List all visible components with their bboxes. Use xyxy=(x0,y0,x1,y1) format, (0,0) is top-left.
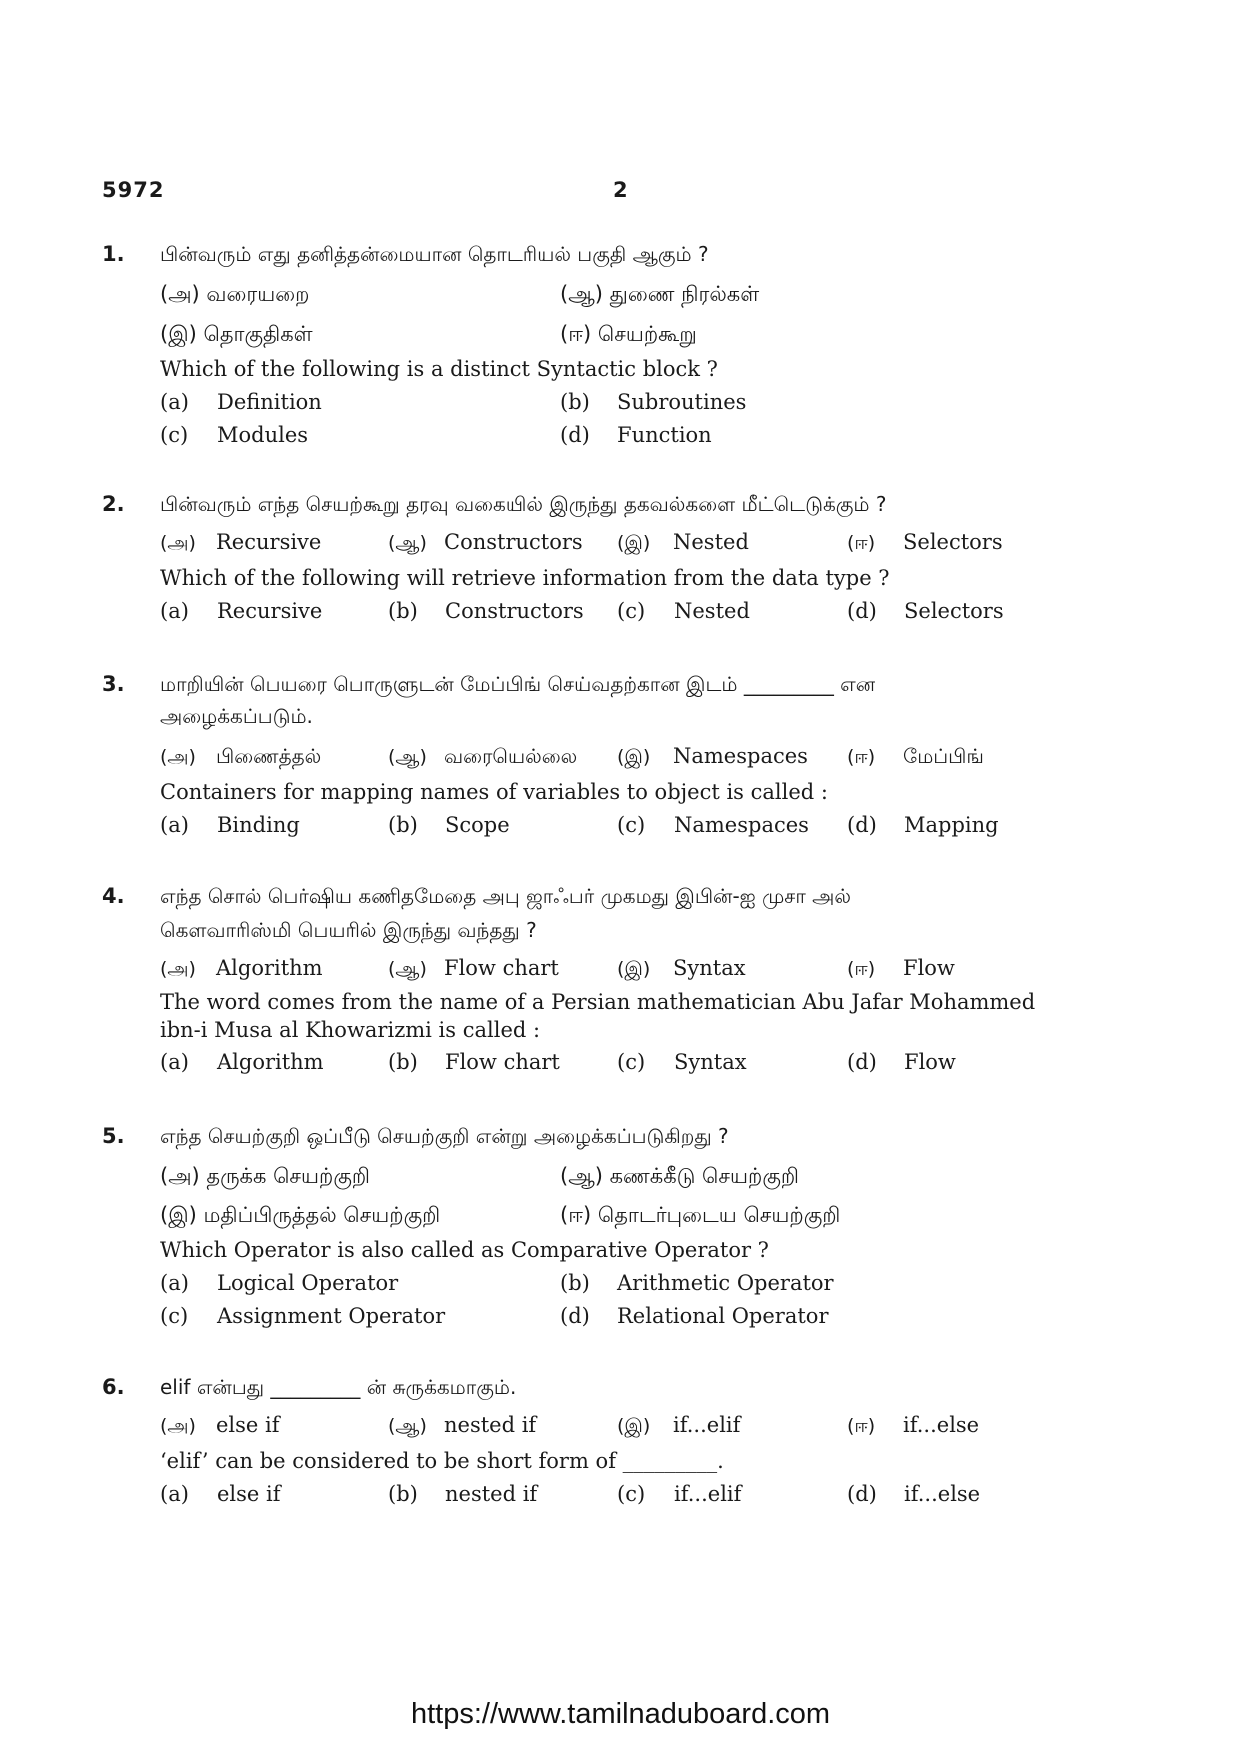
option-c xyxy=(160,421,308,449)
option-label: (a) xyxy=(160,1271,189,1295)
tamil-option-c: (இ) தொகுதிகள் xyxy=(160,322,313,346)
option-text: else if xyxy=(217,1482,281,1506)
tamil-option-c xyxy=(617,1411,740,1440)
question-tamil: எந்த செயற்குறி ஒப்பீடு செயற்குறி என்று அழைக்கப்படுகிறது ? xyxy=(160,1124,729,1148)
option-label: (ஈ) xyxy=(847,958,876,980)
option-b xyxy=(388,1048,560,1076)
tamil-option-b xyxy=(388,1411,536,1440)
tamil-option-d: (ஈ) தொடர்புடைய செயற்குறி xyxy=(560,1203,841,1227)
question-english-cont: ibn-i Musa al Khowarizmi is called : xyxy=(160,1018,541,1042)
option-text: Flow xyxy=(904,1050,956,1074)
option-text: Flow chart xyxy=(444,956,559,980)
tamil-option-b: (ஆ) துணை நிரல்கள் xyxy=(560,282,760,306)
option-text: Assignment Operator xyxy=(217,1304,446,1328)
option-text: Flow chart xyxy=(445,1050,560,1074)
option-a xyxy=(160,1048,324,1076)
option-text: Constructors xyxy=(444,530,583,554)
tamil-option-c xyxy=(617,742,808,771)
question-tamil: பின்வரும் எது தனித்தன்மையான தொடரியல் பகுதி ஆகும் ? xyxy=(160,242,709,266)
option-label: (b) xyxy=(388,1482,418,1506)
option-text: Recursive xyxy=(217,599,323,623)
option-label: (d) xyxy=(847,599,877,623)
option-label: (ஆ) xyxy=(388,1415,427,1437)
option-text: Algorithm xyxy=(217,1050,324,1074)
option-text: Selectors xyxy=(903,530,1003,554)
option-d xyxy=(847,811,999,839)
option-label: (a) xyxy=(160,1050,189,1074)
tamil-option-a xyxy=(160,954,323,983)
option-label: (c) xyxy=(160,1304,189,1328)
option-c xyxy=(617,597,750,625)
option-text: Namespaces xyxy=(674,813,809,837)
option-text: Subroutines xyxy=(617,390,747,414)
option-a xyxy=(160,1480,281,1508)
option-label: (b) xyxy=(388,1050,418,1074)
option-text: Modules xyxy=(217,423,309,447)
question-tamil: மாறியின் பெயரை பொருளுடன் மேப்பிங் செய்வதற்கான இடம் _________ என xyxy=(160,672,876,696)
option-text: Function xyxy=(617,423,712,447)
tamil-option-c xyxy=(617,528,749,557)
option-label: (d) xyxy=(560,1304,590,1328)
option-text: Flow xyxy=(903,956,955,980)
page-number: 2 xyxy=(613,178,628,202)
option-label: (c) xyxy=(617,599,646,623)
tamil-option-c: (இ) மதிப்பிருத்தல் செயற்குறி xyxy=(160,1203,441,1227)
tamil-option-a xyxy=(160,1411,280,1440)
option-label: (c) xyxy=(160,423,189,447)
option-text: else if xyxy=(216,1413,280,1437)
option-d xyxy=(847,597,1004,625)
option-label: (ஆ) xyxy=(388,958,427,980)
question-number: 5. xyxy=(102,1124,125,1148)
option-label: (c) xyxy=(617,1482,646,1506)
option-label: (ஆ) xyxy=(388,746,427,768)
option-label: (c) xyxy=(617,813,646,837)
option-d xyxy=(847,1480,980,1508)
option-b xyxy=(560,388,746,416)
option-text: Mapping xyxy=(904,813,999,837)
option-b xyxy=(560,1269,834,1297)
option-text: Syntax xyxy=(673,956,746,980)
option-text: if...else xyxy=(904,1482,981,1506)
option-text: Arithmetic Operator xyxy=(617,1271,834,1295)
option-text: Recursive xyxy=(216,530,322,554)
question-number: 4. xyxy=(102,884,125,908)
question-english: Containers for mapping names of variables to object is called : xyxy=(160,780,828,804)
question-number: 2. xyxy=(102,492,125,516)
option-label: (ஈ) xyxy=(847,532,876,554)
footer-url[interactable]: https://www.tamilnaduboard.com xyxy=(410,1698,831,1730)
tamil-option-a: (அ) தருக்க செயற்குறி xyxy=(160,1164,370,1188)
option-text: if...else xyxy=(903,1413,980,1437)
question-tamil: பின்வரும் எந்த செயற்கூறு தரவு வகையில் இருந்து தகவல்களை மீட்டெடுக்கும் ? xyxy=(160,492,887,516)
option-text: nested if xyxy=(445,1482,538,1506)
tamil-option-d xyxy=(847,954,955,983)
tamil-option-b xyxy=(388,954,559,983)
question-english: Which of the following will retrieve information from the data type ? xyxy=(160,566,890,590)
option-text: Syntax xyxy=(674,1050,747,1074)
question-english: ‘elif’ can be considered to be short form of _________. xyxy=(160,1449,724,1473)
option-a xyxy=(160,597,322,625)
question-tamil-cont: கௌவாரிஸ்மி பெயரில் இருந்து வந்தது ? xyxy=(160,918,537,942)
option-label: (a) xyxy=(160,390,189,414)
question-english: Which Operator is also called as Comparative Operator ? xyxy=(160,1238,769,1262)
option-text: Definition xyxy=(217,390,322,414)
tamil-option-d xyxy=(847,742,984,771)
option-label: (b) xyxy=(388,599,418,623)
option-a xyxy=(160,1269,398,1297)
option-text: Logical Operator xyxy=(217,1271,399,1295)
option-label: (இ) xyxy=(617,1415,651,1437)
question-tamil: எந்த சொல் பெர்ஷிய கணிதமேதை அபு ஜாஃபர் முகமது இபின்-ஐ முசா அல் xyxy=(160,884,851,908)
tamil-option-a: (அ) வரையறை xyxy=(160,282,310,306)
option-text: Nested xyxy=(673,530,749,554)
question-tamil: elif என்பது _________ ன் சுருக்கமாகும். xyxy=(160,1375,517,1399)
option-label: (ஈ) xyxy=(847,1415,876,1437)
option-text: if...elif xyxy=(674,1482,742,1506)
option-label: (a) xyxy=(160,813,189,837)
option-text: Binding xyxy=(217,813,300,837)
option-text: மேப்பிங் xyxy=(903,744,984,768)
question-english: The word comes from the name of a Persian mathematician Abu Jafar Mohammed xyxy=(160,990,1036,1014)
tamil-option-b xyxy=(388,742,577,771)
tamil-option-b: (ஆ) கணக்கீடு செயற்குறி xyxy=(560,1164,799,1188)
question-english: Which of the following is a distinct Syntactic block ? xyxy=(160,357,718,381)
option-c xyxy=(617,811,809,839)
option-text: Relational Operator xyxy=(617,1304,829,1328)
option-label: (b) xyxy=(560,390,590,414)
option-label: (இ) xyxy=(617,746,651,768)
option-b xyxy=(388,1480,537,1508)
option-label: (d) xyxy=(847,1482,877,1506)
question-number: 1. xyxy=(102,242,125,266)
option-label: (c) xyxy=(617,1050,646,1074)
tamil-option-a xyxy=(160,742,321,771)
tamil-option-d xyxy=(847,528,1003,557)
option-text: பிணைத்தல் xyxy=(216,744,322,768)
option-a xyxy=(160,388,322,416)
option-label: (அ) xyxy=(160,532,196,554)
option-text: Selectors xyxy=(904,599,1004,623)
option-c xyxy=(617,1480,741,1508)
option-label: (இ) xyxy=(617,958,651,980)
tamil-option-b xyxy=(388,528,583,557)
option-text: Namespaces xyxy=(673,744,808,768)
option-text: Nested xyxy=(674,599,750,623)
question-number: 6. xyxy=(102,1375,125,1399)
question-tamil-cont: அழைக்கப்படும். xyxy=(160,704,313,728)
tamil-option-c xyxy=(617,954,746,983)
option-c xyxy=(617,1048,747,1076)
option-label: (d) xyxy=(847,1050,877,1074)
option-c xyxy=(160,1302,445,1330)
option-d xyxy=(560,1302,828,1330)
option-b xyxy=(388,811,510,839)
option-label: (ஆ) xyxy=(388,532,427,554)
tamil-option-d xyxy=(847,1411,979,1440)
option-label: (b) xyxy=(560,1271,590,1295)
option-label: (இ) xyxy=(617,532,651,554)
option-label: (அ) xyxy=(160,746,196,768)
option-text: nested if xyxy=(444,1413,537,1437)
option-label: (a) xyxy=(160,599,189,623)
option-b xyxy=(388,597,584,625)
option-d xyxy=(560,421,712,449)
option-text: if...elif xyxy=(673,1413,741,1437)
option-label: (ஈ) xyxy=(847,746,876,768)
option-label: (d) xyxy=(560,423,590,447)
option-label: (a) xyxy=(160,1482,189,1506)
option-label: (அ) xyxy=(160,1415,196,1437)
tamil-option-a xyxy=(160,528,321,557)
tamil-option-d: (ஈ) செயற்கூறு xyxy=(560,322,697,346)
option-label: (அ) xyxy=(160,958,196,980)
option-label: (b) xyxy=(388,813,418,837)
option-text: Scope xyxy=(445,813,510,837)
paper-code: 5972 xyxy=(102,178,165,202)
option-text: வரையெல்லை xyxy=(444,744,578,768)
option-a xyxy=(160,811,300,839)
option-d xyxy=(847,1048,956,1076)
option-text: Algorithm xyxy=(216,956,323,980)
option-label: (d) xyxy=(847,813,877,837)
option-text: Constructors xyxy=(445,599,584,623)
question-number: 3. xyxy=(102,672,125,696)
page-header xyxy=(0,178,1241,208)
